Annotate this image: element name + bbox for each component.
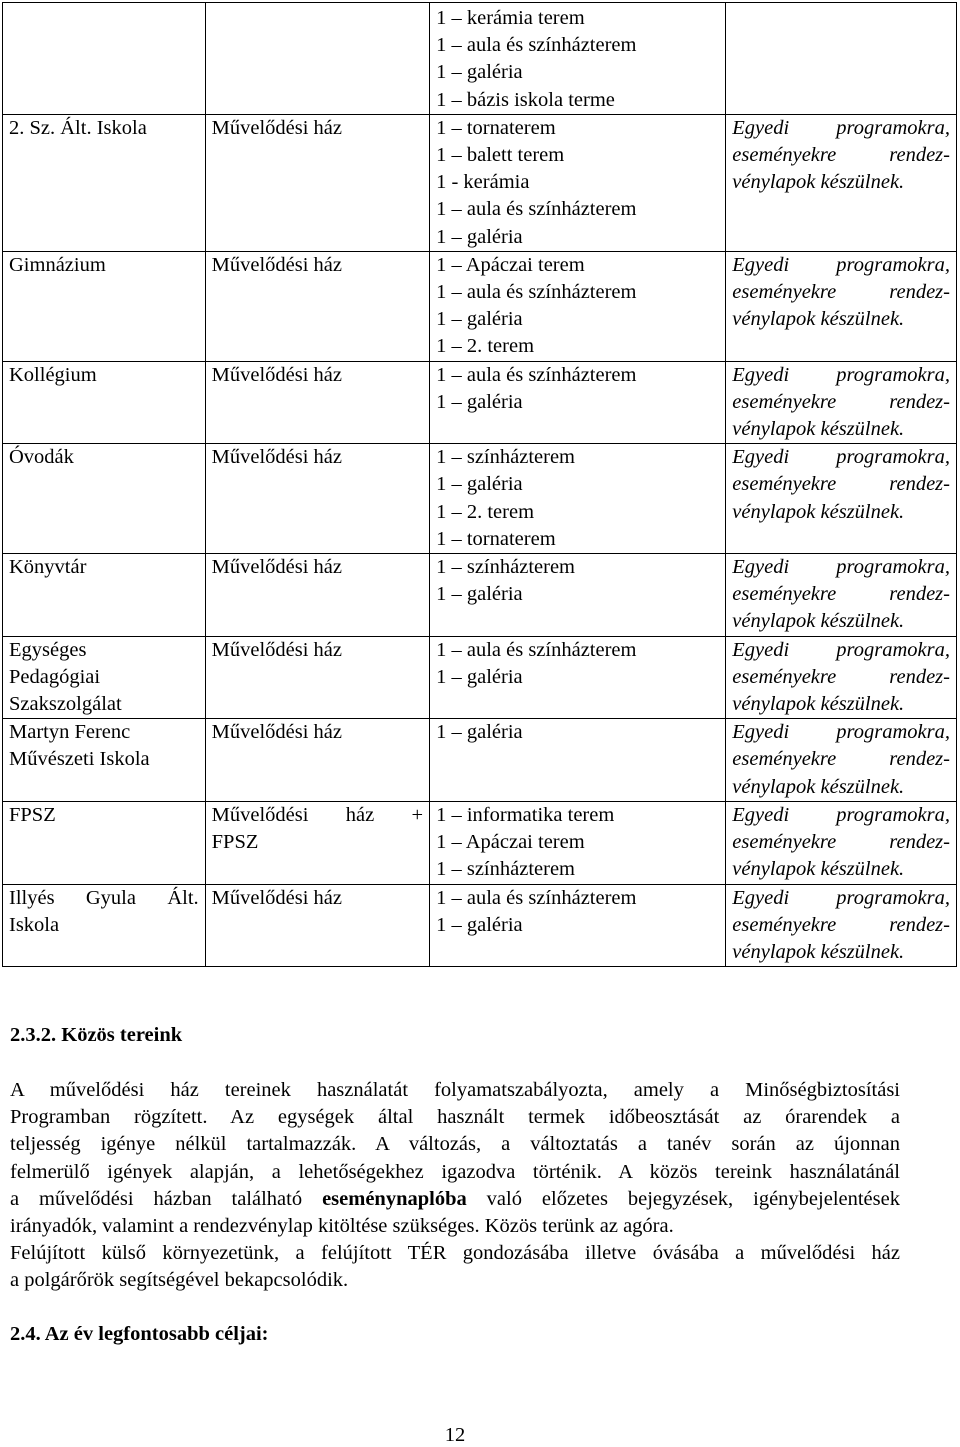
cell-line: Egyedi programokra, [732,886,950,909]
table-row [3,801,957,884]
cell-line: Egyedi programokra, [732,638,950,661]
note-cell [726,361,957,444]
rooms-cell [430,361,726,444]
note-cell [726,636,957,719]
cell-line: 1 – bázis iskola terme [436,88,615,111]
note-cell [726,3,957,115]
cell-line: 1 – színházterem [436,556,575,579]
cell-line: 2. Sz. Ált. Iskola [9,116,147,139]
rooms-cell [430,801,726,884]
paragraph-text: való előzetes bejegyzések, igénybejelentések [466,1187,900,1210]
cell-line: Egyedi programokra, [732,446,950,469]
cell-line: vénylapok készülnek. [732,693,905,716]
cell-line: Művelődési ház [211,638,343,661]
note-cell [726,719,957,802]
paragraph-line [10,1186,900,1213]
unit-cell [3,554,206,637]
cell-line: Egyedi programokra, [732,363,950,386]
table-row [3,114,957,251]
cell-line: eseményekre rendez- [732,831,950,854]
cell-line: Könyvtár [9,556,87,579]
table-row [3,251,957,361]
unit-cell [3,251,206,361]
cell-line: 1 – galéria [436,721,523,744]
place-cell [205,114,429,251]
cell-line: 1 – galéria [436,913,523,936]
unit-cell [3,801,206,884]
cell-line: vénylapok készülnek. [732,308,905,331]
cell-line: 1 – galéria [436,583,523,606]
cell-line: 1 – aula és színházterem [436,886,637,909]
cell-line: 1 – aula és színházterem [436,281,637,304]
unit-cell [3,361,206,444]
cell-line: Óvodák [9,446,74,469]
note-cell [726,444,957,554]
cell-line: 1 – tornaterem [436,527,556,550]
cell-line: vénylapok készülnek. [732,171,905,194]
table-row [3,554,957,637]
unit-cell [3,719,206,802]
paragraph-line: felmerülő igények alapján, a lehetőségekhez igazodva történik. A közös tereink használatánál [10,1160,900,1183]
note-cell [726,884,957,967]
page-number: 12 [444,1424,466,1446]
paragraph-line: a polgárőrök segítségével bekapcsolódik. [10,1269,349,1292]
paragraph-text: a művelődési házban található [10,1187,323,1210]
table-row [3,361,957,444]
cell-line: eseményekre rendez- [732,913,950,936]
cell-line: eseményekre rendez- [732,665,950,688]
section-heading-232: 2.3.2. Közös tereink [10,1024,183,1046]
cell-line: 1 – galéria [436,473,523,496]
cell-line: vénylapok készülnek. [732,418,905,441]
cell-line: Egyedi programokra, [732,253,950,276]
cell-line: Művelődési ház [211,116,343,139]
facilities-table-body [3,3,957,967]
paragraph-bold-term: eseménynaplóba [322,1187,467,1210]
cell-line: Művészeti Iskola [9,748,150,771]
paragraph-line: Programban rögzített. Az egységek által használt termek időbeosztását az órarendek a [10,1106,900,1129]
cell-line: Pedagógiai [9,665,101,688]
cell-line: 1 – színházterem [436,858,575,881]
cell-line: 1 – galéria [436,390,523,413]
paragraph-line: Felújított külső környezetünk, a felújított TÉR gondozásába illetve óvásába a művelődési ház [10,1242,900,1265]
cell-line: Egyedi programokra, [732,721,950,744]
cell-line: 1 – balett terem [436,144,565,167]
cell-line: 1 – 2. terem [436,500,535,523]
cell-line: Egyedi programokra, [732,803,950,826]
cell-line: 1 – aula és színházterem [436,198,637,221]
cell-line: 1 – színházterem [436,446,575,469]
cell-line: Kollégium [9,363,97,386]
cell-line: eseményekre rendez- [732,583,950,606]
rooms-cell [430,636,726,719]
cell-line: 1 – aula és színházterem [436,363,637,386]
cell-line: Iskola [9,913,60,936]
cell-line: Szakszolgálat [9,693,122,716]
rooms-cell [430,554,726,637]
cell-line: Illyés Gyula Ált. [9,886,199,909]
cell-line: Martyn Ferenc [9,721,131,744]
place-cell [205,554,429,637]
place-cell [205,719,429,802]
rooms-cell [430,114,726,251]
paragraph-line: A művelődési ház tereinek használatát folyamatszabályozta, amely a Minőségbiztosítási [10,1079,900,1101]
unit-cell [3,444,206,554]
place-cell [205,444,429,554]
cell-line: 1 – aula és színházterem [436,638,637,661]
cell-line: eseményekre rendez- [732,144,950,167]
cell-line: eseményekre rendez- [732,390,950,413]
paragraph-line: irányadók, valamint a rendezvénylap kitöltése szükséges. Közös terünk az agóra. [10,1215,674,1238]
place-cell [205,251,429,361]
cell-line: 1 – Apáczai terem [436,831,585,854]
place-cell [205,801,429,884]
cell-line: FPSZ [211,831,259,854]
facilities-table [2,2,957,967]
table-row [3,444,957,554]
cell-line: vénylapok készülnek. [732,940,905,963]
table-row [3,3,957,115]
table-row [3,719,957,802]
cell-line: Művelődési ház [211,446,343,469]
cell-line: 1 – 2. terem [436,335,535,358]
cell-line: FPSZ [9,803,56,826]
cell-line: Művelődési ház [211,253,343,276]
cell-line: 1 – galéria [436,665,523,688]
table-row [3,884,957,967]
place-cell [205,3,429,115]
cell-line: 1 - kerámia [436,171,530,194]
cell-line: eseményekre rendez- [732,473,950,496]
place-cell [205,361,429,444]
unit-cell [3,114,206,251]
cell-line: 1 – galéria [436,225,523,248]
place-cell [205,884,429,967]
cell-line: Művelődési ház + [211,803,424,826]
note-cell [726,114,957,251]
cell-line: eseményekre rendez- [732,748,950,771]
note-cell [726,801,957,884]
section-232-paragraph [10,1077,900,1295]
cell-line: 1 – galéria [436,308,523,331]
cell-line: Egyedi programokra, [732,556,950,579]
cell-line: vénylapok készülnek. [732,775,905,798]
cell-line: Művelődési ház [211,556,343,579]
cell-line: Egységes [9,638,87,661]
cell-line: Művelődési ház [211,721,343,744]
section-heading-24: 2.4. Az év legfontosabb céljai: [10,1323,269,1345]
unit-cell [3,3,206,115]
cell-line: eseményekre rendez- [732,281,950,304]
cell-line: vénylapok készülnek. [732,858,905,881]
cell-line: 1 – galéria [436,61,523,84]
rooms-cell [430,3,726,115]
unit-cell [3,884,206,967]
rooms-cell [430,444,726,554]
cell-line: Gimnázium [9,253,106,276]
note-cell [726,554,957,637]
place-cell [205,636,429,719]
cell-line: 1 – tornaterem [436,116,556,139]
note-cell [726,251,957,361]
cell-line: Művelődési ház [211,886,343,909]
paragraph-line: teljesség igénye nélkül tartalmazzák. A változás, a változtatás a tanév során az újonnan [10,1133,900,1156]
table-row [3,636,957,719]
rooms-cell [430,719,726,802]
rooms-cell [430,251,726,361]
cell-line: 1 – kerámia terem [436,7,585,29]
unit-cell [3,636,206,719]
cell-line: 1 – aula és színházterem [436,34,637,57]
cell-line: Egyedi programokra, [732,116,950,139]
cell-line: 1 – Apáczai terem [436,253,585,276]
rooms-cell [430,884,726,967]
cell-line: 1 – informatika terem [436,803,615,826]
cell-line: vénylapok készülnek. [732,610,905,633]
cell-line: vénylapok készülnek. [732,500,905,523]
cell-line: Művelődési ház [211,363,343,386]
